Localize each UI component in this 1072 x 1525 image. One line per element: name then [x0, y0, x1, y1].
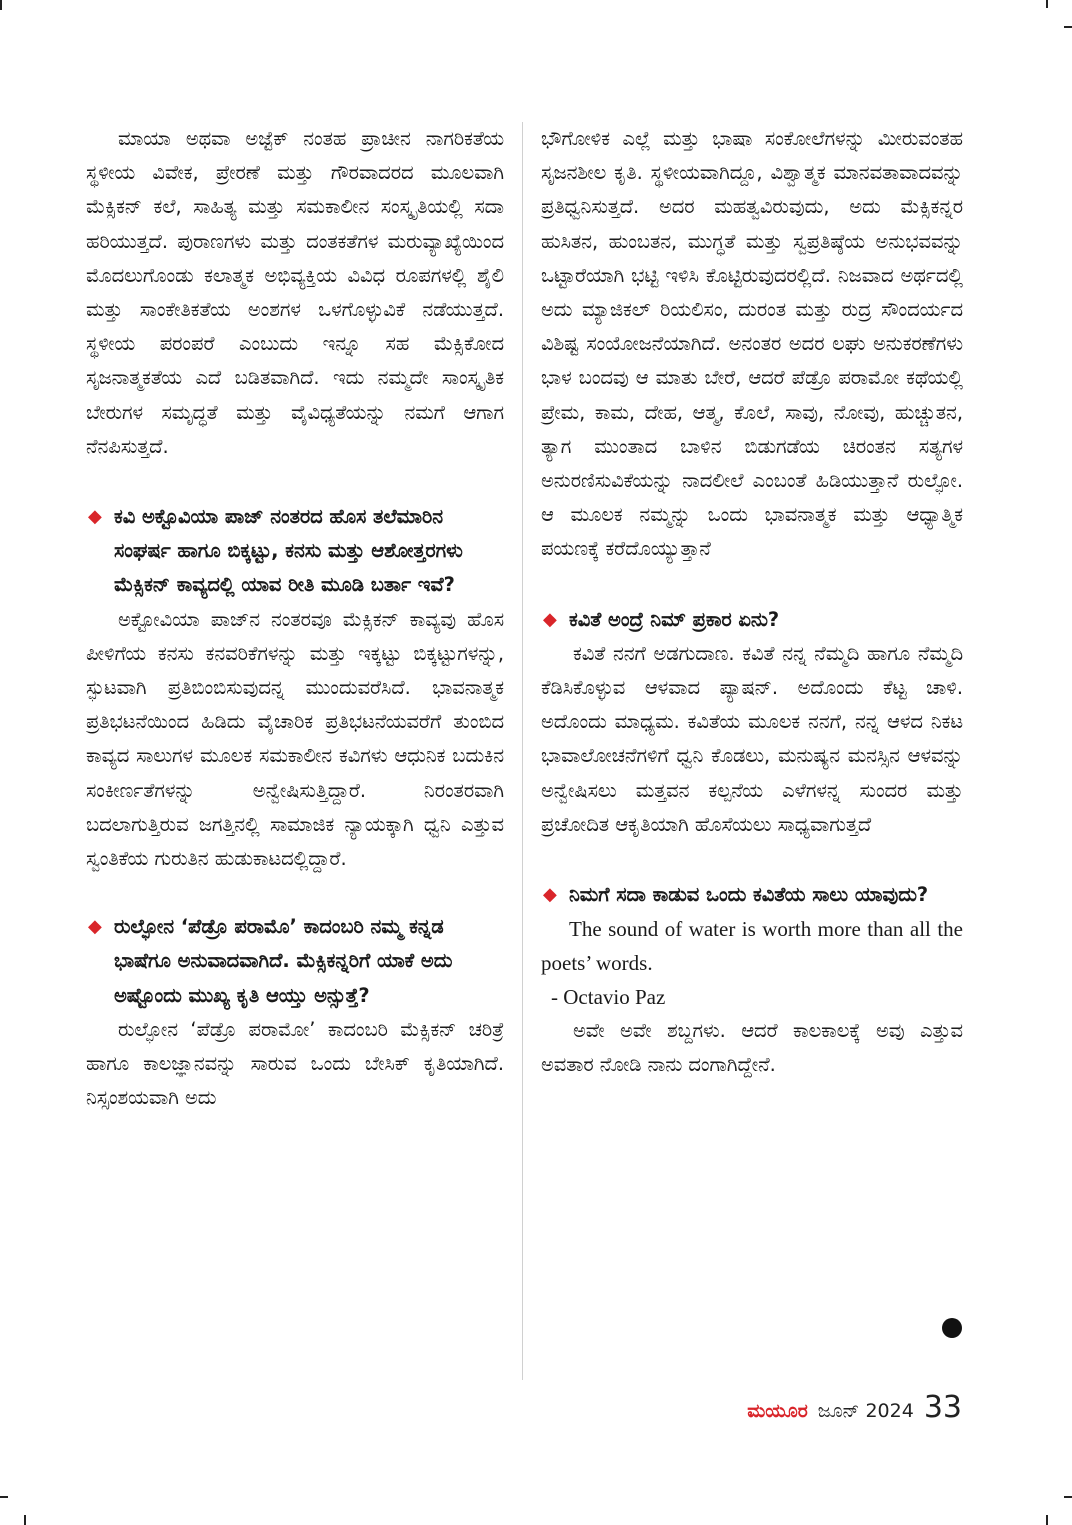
quote-author: - Octavio Paz: [551, 985, 666, 1010]
page-footer: [747, 1390, 962, 1425]
right-column: [541, 122, 963, 1083]
question-4: [541, 878, 963, 912]
question-1-text: ಕವಿ ಅಕ್ಟೊವಿಯಾ ಪಾಜ್ ನಂತರದ ಹೊಸ ತಲೆಮಾರಿನ ಸಂಘರ್ಷ ಹಾಗೂ ಬಿಕ್ಕಟ್ಟು, ಕನಸು ಮತ್ತು ಆಶೋತ್ತರಗಳು ಮೆಕ್ಸಿಕನ್ ಕಾವ್ಯದಲ್ಲಿ ಯಾವ ರೀತಿ ಮೂಡಿ ಬರ್ತಾ ಇವೆ?: [114, 505, 463, 597]
diamond-bullet-icon: ◆: [543, 884, 557, 906]
crop-mark-right-lower: [1064, 1496, 1072, 1498]
question-3: [541, 603, 963, 637]
diamond-bullet-icon: ◆: [88, 506, 102, 528]
question-3-text: ಕವಿತೆ ಅಂದ್ರೆ ನಿಮ್ ಪ್ರಕಾರ ಏನು?: [569, 607, 780, 631]
answer-4-paragraph: ಅವೇ ಅವೇ ಶಬ್ದಗಳು. ಆದರೆ ಕಾಲಕಾಲಕ್ಕೆ ಅವು ಎತ್ತುವ ಅವತಾರ ನೋಡಿ ನಾನು ದಂಗಾಗಿದ್ದೇನೆ.: [541, 1019, 963, 1077]
diamond-bullet-icon: ◆: [88, 916, 102, 938]
answer-1-paragraph: ಅಕ್ಟೋವಿಯಾ ಪಾಜ್‌ನ ನಂತರವೂ ಮೆಕ್ಸಿಕನ್ ಕಾವ್ಯವು ಹೊಸ ಪೀಳಿಗೆಯ ಕನಸು ಕನವರಿಕೆಗಳನ್ನು ಮತ್ತು ಇಕ್ಕಟ್ಟು ಬಿಕ್ಕಟ್ಟುಗಳನ್ನು, ಸ್ಫುಟವಾಗಿ ಪ್ರತಿಬಿಂಬಿಸುವುದನ್ನ ಮುಂದುವರೆಸಿದೆ. ಭಾವನಾತ್ಮಕ ಪ್ರತಿಭಟನೆಯಿಂದ ಹಿಡಿದು ವೈಚಾರಿಕ ಪ್ರತಿಭಟನೆಯವರೆಗೆ ತುಂಬಿದ ಕಾವ್ಯದ ಸಾಲುಗಳ ಮೂಲಕ ಸಮಕಾಲೀನ ಕವಿಗಳು ಆಧುನಿಕ ಬದುಕಿನ ಸಂಕೀರ್ಣತೆಗಳನ್ನು ಅನ್ವೇಷಿಸುತ್ತಿದ್ದಾರೆ. ನಿರಂತರವಾಗಿ ಬದಲಾಗುತ್ತಿರುವ ಜಗತ್ತಿನಲ್ಲಿ ಸಾಮಾಜಿಕ ನ್ಯಾಯಕ್ಕಾಗಿ ಧ್ವನಿ ಎತ್ತುವ ಸ್ವಂತಿಕೆಯ ಗುರುತಿನ ಹುಡುಕಾಟದಲ್ಲಿದ್ದಾರೆ.: [86, 607, 504, 871]
question-1: [86, 500, 504, 603]
intro-paragraph: ಮಾಯಾ ಅಥವಾ ಅಜ್ಟೆಕ್ ನಂತಹ ಪ್ರಾಚೀನ ನಾಗರಿಕತೆಯ ಸ್ಥಳೀಯ ವಿವೇಕ, ಪ್ರೇರಣೆ ಮತ್ತು ಗೌರವಾದರದ ಮೂಲವಾಗಿ ಮೆಕ್ಸಿಕನ್ ಕಲೆ, ಸಾಹಿತ್ಯ ಮತ್ತು ಸಮಕಾಲೀನ ಸಂಸ್ಕೃತಿಯಲ್ಲಿ ಸದಾ ಹರಿಯುತ್ತದೆ. ಪುರಾಣಗಳು ಮತ್ತು ದಂತಕತೆಗಳ ಮರುವ್ಯಾಖ್ಯೆಯಿಂದ ಮೊದಲುಗೊಂಡು ಕಲಾತ್ಮಕ ಅಭಿವ್ಯಕ್ತಿಯ ವಿವಿಧ ರೂಪಗಳಲ್ಲಿ ಶೈಲಿ ಮತ್ತು ಸಾಂಕೇತಿಕತೆಯ ಅಂಶಗಳ ಒಳಗೊಳ್ಳುವಿಕೆ ನಡೆಯುತ್ತದೆ. ಸ್ಥಳೀಯ ಪರಂಪರೆ ಎಂಬುದು ಇನ್ನೂ ಸಹ ಮೆಕ್ಸಿಕೋದ ಸೃಜನಾತ್ಮಕತೆಯ ಎದೆ ಬಡಿತವಾಗಿದೆ. ಇದು ನಮ್ಮದೇ ಸಾಂಸ್ಕೃತಿಕ ಬೇರುಗಳ ಸಮೃದ್ಧತೆ ಮತ್ತು ವೈವಿಧ್ಯತೆಯನ್ನು ನಮಗೆ ಆಗಾಗ ನೆನಪಿಸುತ್ತದೆ.: [86, 127, 504, 458]
end-of-article-dot-icon: [942, 1318, 962, 1338]
issue-date: ಜೂನ್ 2024: [817, 1400, 914, 1422]
page-number: 33: [923, 1390, 962, 1425]
answer-3-paragraph: ಕವಿತೆ ನನಗೆ ಅಡಗುದಾಣ. ಕವಿತೆ ನನ್ನ ನೆಮ್ಮದಿ ಹಾಗೂ ನೆಮ್ಮದಿ ಕೆಡಿಸಿಕೊಳ್ಳುವ ಆಳವಾದ ಪ್ಯಾಷನ್. ಅದೊಂದು ಕೆಟ್ಟ ಚಾಳಿ. ಅದೊಂದು ಮಾಧ್ಯಮ. ಕವಿತೆಯ ಮೂಲಕ ನನಗೆ, ನನ್ನ ಆಳದ ನಿಕಟ ಭಾವಾಲೋಚನೆಗಳಿಗೆ ಧ್ವನಿ ಕೊಡಲು, ಮನುಷ್ಯನ ಮನಸ್ಸಿನ ಆಳವನ್ನು ಅನ್ವೇಷಿಸಲು ಮತ್ತವನ ಕಲ್ಪನೆಯ ಎಳೆಗಳನ್ನ ಸುಂದರ ಮತ್ತು ಪ್ರಚೋದಿತ ಆಕೃತಿಯಾಗಿ ಹೊಸೆಯಲು ಸಾಧ್ಯವಾಗುತ್ತದೆ: [541, 641, 963, 836]
left-column: [86, 122, 504, 1115]
question-4-text: ನಿಮಗೆ ಸದಾ ಕಾಡುವ ಒಂದು ಕವಿತೆಯ ಸಾಲು ಯಾವುದು?: [569, 883, 929, 907]
diamond-bullet-icon: ◆: [543, 608, 557, 630]
crop-mark-right-upper: [1064, 26, 1072, 28]
answer-2-paragraph-continued: ಭೌಗೋಳಿಕ ಎಲ್ಲೆ ಮತ್ತು ಭಾಷಾ ಸಂಕೋಲೆಗಳನ್ನು ಮೀರುವಂತಹ ಸೃಜನಶೀಲ ಕೃತಿ. ಸ್ಥಳೀಯವಾಗಿದ್ದೂ, ವಿಶ್ವಾತ್ಮಕ ಮಾನವತಾವಾದವನ್ನು ಪ್ರತಿಧ್ವನಿಸುತ್ತದೆ. ಅದರ ಮಹತ್ವವಿರುವುದು, ಅದು ಮೆಕ್ಸಿಕನ್ನರ ಹುಸಿತನ, ಹುಂಬತನ, ಮುಗ್ಧತೆ ಮತ್ತು ಸ್ವಪ್ರತಿಷ್ಠೆಯ ಅನುಭವವನ್ನು ಒಟ್ಟಾರೆಯಾಗಿ ಭಟ್ಟಿ ಇಳಿಸಿ ಕೊಟ್ಟಿರುವುದರಲ್ಲಿದೆ. ನಿಜವಾದ ಅರ್ಥದಲ್ಲಿ ಅದು ಮ್ಯಾಜಿಕಲ್ ರಿಯಲಿಸಂ, ದುರಂತ ಮತ್ತು ರುದ್ರ ಸೌಂದರ್ಯದ ವಿಶಿಷ್ಟ ಸಂಯೋಜನೆಯಾಗಿದೆ. ಅನಂತರ ಅದರ ಲಘು ಅನುಕರಣೆಗಳು ಭಾಳ ಬಂದವು ಆ ಮಾತು ಬೇರೆ, ಆದರೆ ಪೆಡ್ರೊ ಪರಾಮೋ ಕಥೆಯಲ್ಲಿ ಪ್ರೇಮ, ಕಾಮ, ದೇಹ, ಆತ್ಮ, ಕೊಲೆ, ಸಾವು, ನೋವು, ಹುಚ್ಚುತನ, ತ್ಯಾಗ ಮುಂತಾದ ಬಾಳಿನ ಬಿಡುಗಡೆಯ ಚಿರಂತನ ಸತ್ಯಗಳ ಅನುರಣಿಸುವಿಕೆಯನ್ನು ನಾದಲೀಲೆ ಎಂಬಂತೆ ಹಿಡಿಯುತ್ತಾನೆ ರುಲ್ಫೋ. ಆ ಮೂಲಕ ನಮ್ಮನ್ನು ಒಂದು ಭಾವನಾತ್ಮಕ ಮತ್ತು ಆಧ್ಯಾತ್ಮಿಕ ಪಯಣಕ್ಕೆ ಕರೆದೊಯ್ಯುತ್ತಾನೆ: [541, 127, 963, 561]
answer-2-paragraph-start: ರುಲ್ಫೋನ ‘ಪೆಡ್ರೊ ಪರಾಮೋ’ ಕಾದಂಬರಿ ಮೆಕ್ಸಿಕನ್ ಚರಿತ್ರೆ ಹಾಗೂ ಕಾಲಜ್ಞಾನವನ್ನು ಸಾರುವ ಒಂದು ಬೇಸಿಕ್ ಕೃತಿಯಾಗಿದೆ. ನಿಸ್ಸಂಶಯವಾಗಿ ಅದು: [86, 1017, 504, 1110]
crop-mark-top-right: [1046, 0, 1048, 8]
question-2-text: ರುಲ್ಫೋನ ‘ಪೆಡ್ರೊ ಪರಾಮೊ’ ಕಾದಂಬರಿ ನಮ್ಮ ಕನ್ನಡ ಭಾಷೆಗೂ ಅನುವಾದವಾಗಿದೆ. ಮೆಕ್ಸಿಕನ್ನರಿಗೆ ಯಾಕೆ ಅದು ಅಷ್ಟೊಂದು ಮುಖ್ಯ ಕೃತಿ ಆಯ್ತು ಅನ್ಸುತ್ತೆ?: [114, 915, 453, 1007]
crop-mark-top-left: [0, 0, 2, 10]
crop-mark-bottom-right: [1046, 1515, 1048, 1525]
magazine-name: ಮಯೂರ: [747, 1400, 808, 1422]
question-2: [86, 910, 504, 1013]
crop-mark-bottom-left: [24, 1515, 26, 1525]
crop-mark-left-lower: [0, 1496, 8, 1498]
poem-quote: The sound of water is worth more than all the poets’ words.: [541, 917, 963, 976]
column-divider: [522, 122, 523, 1380]
